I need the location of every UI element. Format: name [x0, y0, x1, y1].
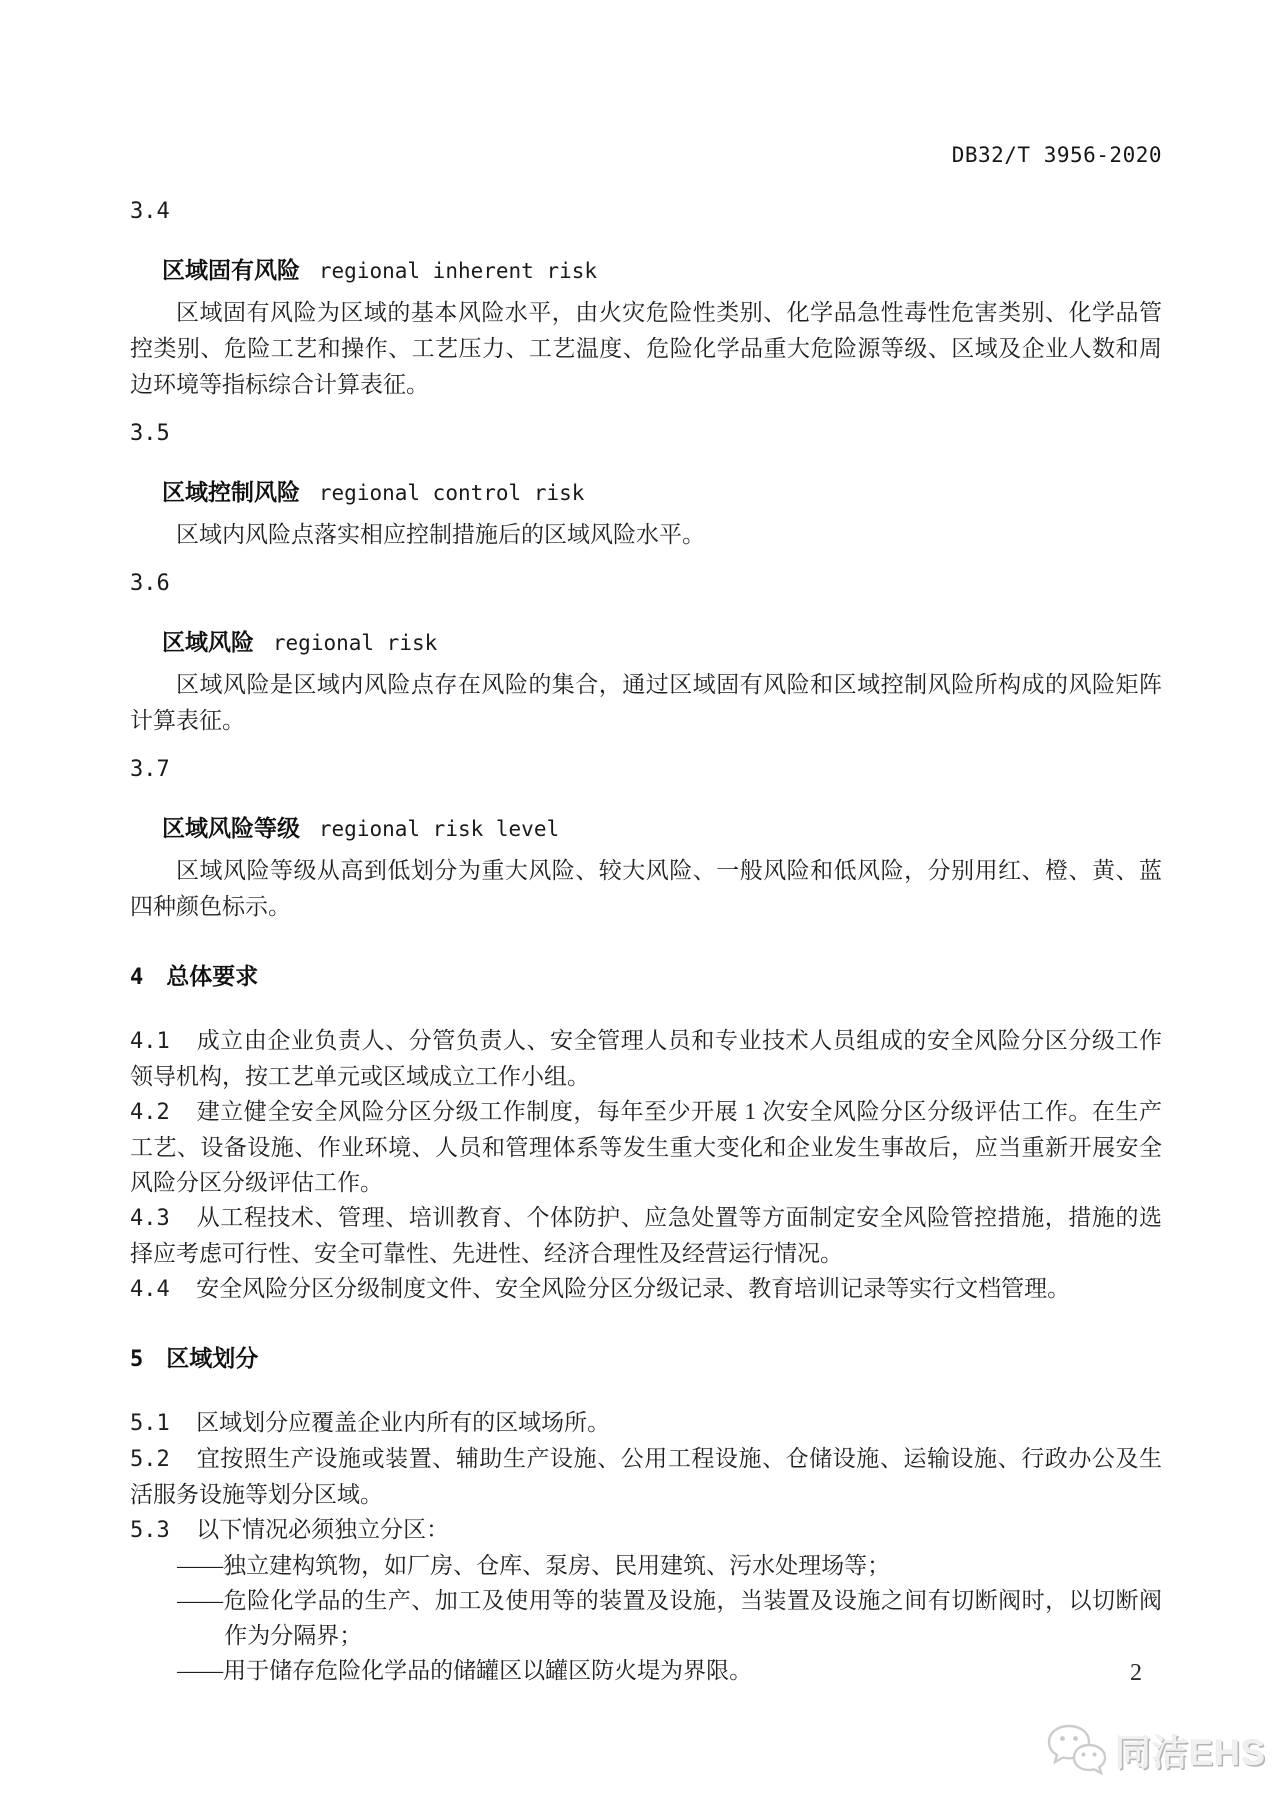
- section-number-3-5: 3.5: [130, 421, 170, 446]
- clause-number: 5.3: [130, 1518, 170, 1543]
- document-code: DB32/T 3956-2020: [951, 143, 1162, 167]
- term-zh: 区域风险: [162, 629, 254, 655]
- term-zh: 区域风险等级: [162, 815, 300, 841]
- clause-text: 以下情况必须独立分区：: [196, 1517, 450, 1542]
- chapter-number: 5: [130, 1347, 144, 1372]
- clause-4-4: [130, 1271, 1162, 1307]
- clause-5-1: [130, 1405, 1162, 1441]
- clause-4-2: [130, 1094, 1162, 1200]
- clause-5-2: [130, 1441, 1162, 1512]
- clause-text: 区域划分应覆盖企业内所有的区域场所。: [196, 1410, 611, 1435]
- chapter-heading-5: [130, 1341, 1162, 1379]
- clause-text: 成立由企业负责人、分管负责人、安全管理人员和专业技术人员组成的安全风险分区分级工作领导机构，按工艺单元或区域成立工作小组。: [130, 1028, 1162, 1089]
- clause-text: 从工程技术、管理、培训教育、个体防护、应急处置等方面制定安全风险管控措施，措施的选择应考虑可行性、安全可靠性、先进性、经济合理性及经营运行情况。: [130, 1205, 1162, 1266]
- clause-text: 宜按照生产设施或装置、辅助生产设施、公用工程设施、仓储设施、运输设施、行政办公及生活服务设施等划分区域。: [130, 1446, 1162, 1507]
- term-heading-3-5: [130, 475, 1162, 513]
- term-heading-3-6: [130, 625, 1162, 663]
- list-item-text: 用于储存危险化学品的储罐区以罐区防火堤为界限。: [223, 1658, 753, 1683]
- chapter-title: 总体要求: [166, 963, 259, 989]
- list-item-text: 危险化学品的生产、加工及使用等的装置及设施，当装置及设施之间有切断阀时，以切断阀作为分隔界；: [223, 1588, 1162, 1648]
- wechat-icon: [1045, 1722, 1107, 1778]
- section-number-3-4: 3.4: [130, 199, 170, 224]
- clause-4-1: [130, 1023, 1162, 1094]
- watermark-text: 同洁EHS: [1114, 1731, 1266, 1773]
- clause-number: 5.1: [130, 1411, 170, 1436]
- term-heading-3-4: [130, 253, 1162, 291]
- definition-body-3-6: 区域风险是区域内风险点存在风险的集合，通过区域固有风险和区域控制风险所构成的风险矩阵计算表征。: [130, 672, 1162, 733]
- clause-4-3: [130, 1200, 1162, 1271]
- section-number-3-6: 3.6: [130, 571, 170, 596]
- dash-prefix: ——: [177, 1553, 224, 1578]
- chapter-number: 4: [130, 965, 144, 990]
- term-en: regional risk: [272, 631, 438, 655]
- list-item: [130, 1583, 1162, 1653]
- clause-number: 4.1: [130, 1029, 170, 1054]
- term-zh: 区域固有风险: [162, 257, 300, 283]
- clause-number: 4.3: [130, 1206, 170, 1231]
- list-item-text: 独立建构筑物，如厂房、仓库、泵房、民用建筑、污水处理场等；: [223, 1553, 891, 1578]
- dash-prefix: ——: [177, 1588, 224, 1613]
- clause-number: 5.2: [130, 1447, 170, 1472]
- clause-text: 安全风险分区分级制度文件、安全风险分区分级记录、教育培训记录等实行文档管理。: [196, 1276, 1071, 1301]
- definition-body-3-7: 区域风险等级从高到低划分为重大风险、较大风险、一般风险和低风险，分别用红、橙、黄、蓝四种颜色标示。: [130, 858, 1162, 919]
- clause-number: 4.2: [130, 1100, 170, 1125]
- term-zh: 区域控制风险: [162, 479, 300, 505]
- section-number-3-7: 3.7: [130, 757, 170, 782]
- term-en: regional risk level: [318, 817, 560, 841]
- definition-body-3-5: 区域内风险点落实相应控制措施后的区域风险水平。: [176, 522, 705, 547]
- term-heading-3-7: [130, 811, 1162, 849]
- definition-body-3-4: 区域固有风险为区域的基本风险水平，由火灾危险性类别、化学品急性毒性危害类别、化学品管控类别、危险工艺和操作、工艺压力、工艺温度、危险化学品重大危险源等级、区域及企业人数和周边环境等指标综合计算表征。: [130, 300, 1162, 397]
- clause-5-3: [130, 1512, 1162, 1548]
- chapter-heading-4: [130, 959, 1162, 997]
- list-item: [130, 1548, 1162, 1583]
- watermark: [1045, 1722, 1266, 1778]
- chapter-title: 区域划分: [166, 1345, 259, 1371]
- clause-number: 4.4: [130, 1277, 170, 1302]
- term-en: regional inherent risk: [318, 259, 598, 283]
- term-en: regional control risk: [318, 481, 585, 505]
- dash-prefix: ——: [177, 1658, 224, 1683]
- list-item: [130, 1653, 1162, 1688]
- document-content: [130, 197, 1162, 1688]
- page-number: 2: [1130, 1660, 1142, 1686]
- clause-text: 建立健全安全风险分区分级工作制度，每年至少开展 1 次安全风险分区分级评估工作。在生产工艺、设备设施、作业环境、人员和管理体系等发生重大变化和企业发生事故后，应当重新开展安全风险分区分级评估工作。: [130, 1099, 1162, 1195]
